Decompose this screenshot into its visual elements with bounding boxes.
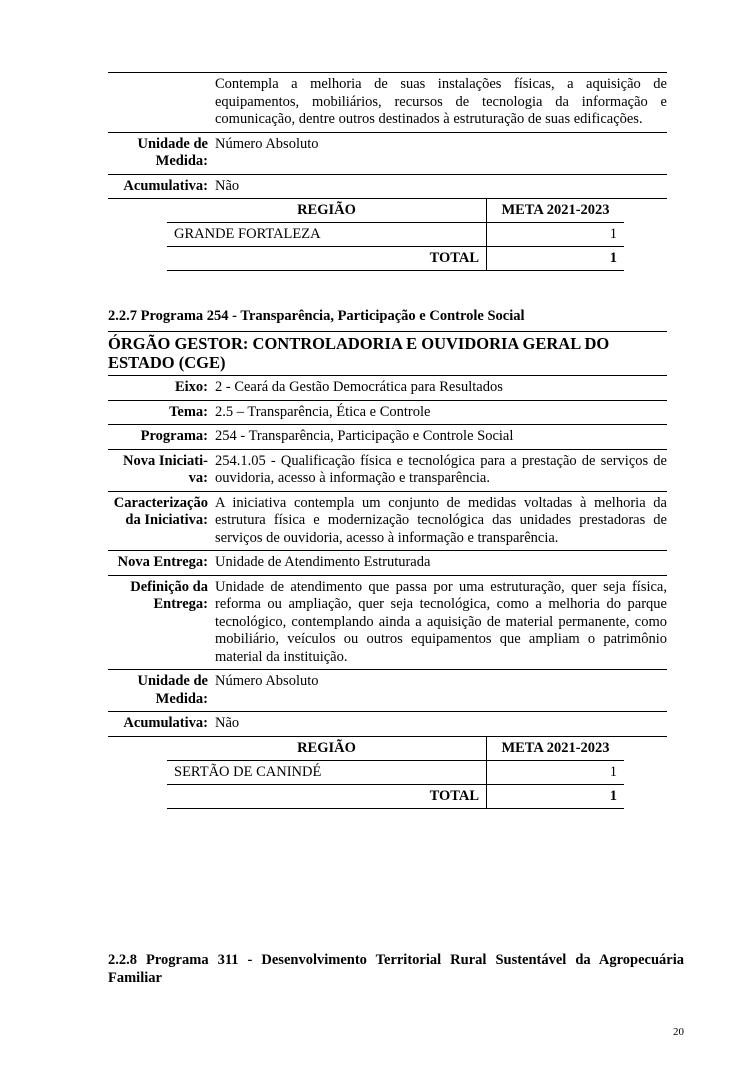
unidade-row: Unidade de Medida: Número Absoluto bbox=[108, 670, 667, 712]
caracterizacao-row: Caracterização da Iniciativa: A iniciativa contempla um conjunto de medidas voltadas à melhoria da estrutura física e modernização tecnológica das unidades prestadoras de serviços de ouvidoria, acesso à informação e transparência. bbox=[108, 492, 667, 552]
unidade-value: Número Absoluto bbox=[215, 135, 319, 152]
continued-block bbox=[108, 72, 667, 271]
unidade-row: Unidade de Medida: Número Absoluto bbox=[108, 133, 667, 175]
meta-table bbox=[167, 199, 624, 271]
section-heading-228: 2.2.8 Programa 311 - Desenvolvimento Territorial Rural Sustentável da Agropecuária Familiar bbox=[108, 952, 684, 986]
total-row: TOTAL 1 bbox=[167, 247, 624, 271]
total-row: TOTAL 1 bbox=[167, 784, 624, 808]
description-row bbox=[108, 72, 667, 133]
col-meta: META 2021-2023 bbox=[487, 737, 625, 761]
acumulativa-label: Acumulativa: bbox=[123, 177, 208, 194]
eixo-row: Eixo: 2 - Ceará da Gestão Democrática para Resultados bbox=[108, 376, 667, 401]
section-heading-227: 2.2.7 Programa 254 - Transparência, Participação e Controle Social bbox=[108, 308, 525, 324]
iniciativa-row: Nova Iniciati- va: 254.1.05 - Qualificação física e tecnológica para a prestação de serviços de ouvidoria, acesso à informação e transparência. bbox=[108, 450, 667, 492]
table-row: SERTÃO DE CANINDÉ 1 bbox=[167, 760, 624, 784]
col-regiao: REGIÃO bbox=[167, 199, 487, 223]
col-regiao: REGIÃO bbox=[167, 737, 487, 761]
definicao-row: Definição da Entrega: Unidade de atendimento que passa por uma estruturação, quer seja física, reforma ou ampliação, quer seja tecnológica, como a melhoria do parque tecnológico, contemplando ainda a aquisição de material permanente, como mobiliário, veículos ou outros equipamentos que ampliam o patrimônio material da instituição. bbox=[108, 576, 667, 671]
acumulativa-row bbox=[108, 175, 667, 200]
section-227-block bbox=[108, 331, 667, 809]
entrega-row: Nova Entrega: Unidade de Atendimento Estruturada bbox=[108, 551, 667, 576]
tema-row: Tema: 2.5 – Transparência, Ética e Controle bbox=[108, 401, 667, 426]
acumulativa-value: Não bbox=[215, 177, 240, 194]
unidade-label: Unidade de bbox=[137, 135, 208, 152]
page-number: 20 bbox=[673, 1026, 684, 1038]
meta-table bbox=[167, 737, 624, 809]
col-meta: META 2021-2023 bbox=[487, 199, 625, 223]
orgao-gestor: ÓRGÃO GESTOR: CONTROLADORIA E OUVIDORIA GERAL DO ESTADO (CGE) bbox=[108, 331, 667, 376]
description-text: Contempla a melhoria de suas instalações físicas, a aquisição de equipamentos, mobiliários, recursos de tecnologia da informação e comunicação, dentre outros destinados à estruturação de suas edificações. bbox=[215, 76, 667, 127]
programa-row: Programa: 254 - Transparência, Participação e Controle Social bbox=[108, 425, 667, 450]
acumulativa-row: Acumulativa: Não bbox=[108, 712, 667, 737]
table-row: GRANDE FORTALEZA 1 bbox=[167, 223, 624, 247]
